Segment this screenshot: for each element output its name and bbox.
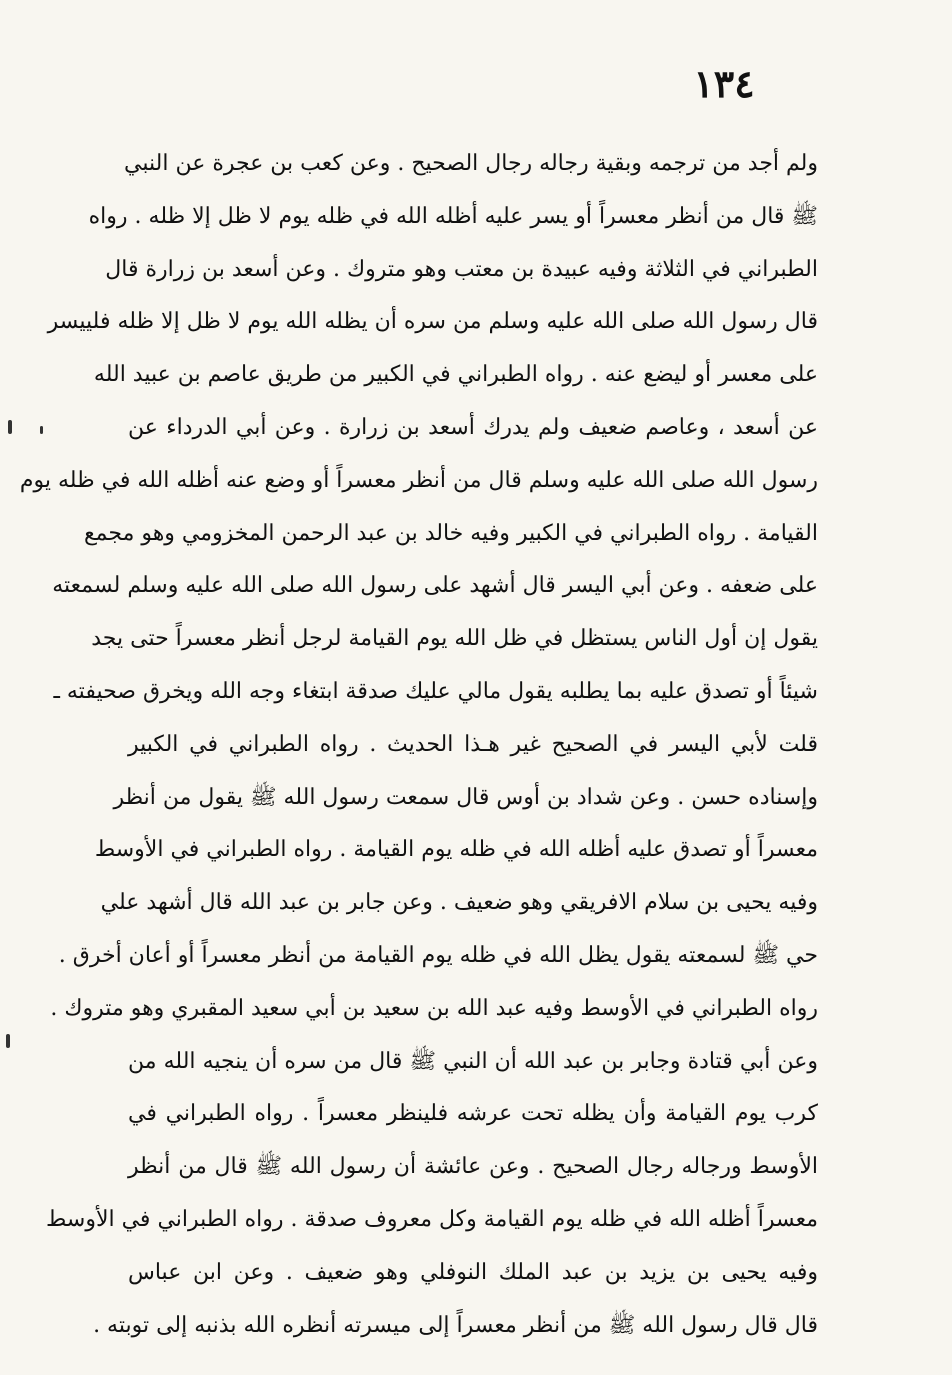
text-line: قال قال رسول الله ﷺ من أنظر معسراً إلى ميسرته أنظره الله بذنبه إلى توبته . bbox=[93, 1312, 818, 1338]
text-line: القيامة . رواه الطبراني في الكبير وفيه خالد بن عبد الرحمن المخزومي وهو مجمع bbox=[83, 520, 818, 546]
text-line: رسول الله صلى الله عليه وسلم قال من أنظر معسراً أو وضع عنه أظله الله في ظله يوم bbox=[19, 467, 818, 493]
text-line: على ضعفه . وعن أبي اليسر قال أشهد على رسول الله صلى الله عليه وسلم لسمعته bbox=[52, 573, 818, 599]
text-line: الطبراني في الثلاثة وفيه عبيدة بن معتب وهو متروك . وعن أسعد بن زرارة قال bbox=[105, 256, 818, 282]
text-line: على معسر أو ليضع عنه . رواه الطبراني في الكبير من طريق عاصم بن عبيد الله bbox=[93, 362, 818, 388]
text-line: حي ﷺ لسمعته يقول يظل الله في ظله يوم القيامة من أنظر معسراً أو أعان أخرق . bbox=[58, 942, 818, 968]
text-line: وفيه يحيى بن سلام الافريقي وهو ضعيف . وعن جابر بن عبد الله قال أشهد علي bbox=[100, 890, 818, 916]
text-line: كرب يوم القيامة وأن يظله تحت عرشه فلينظر معسراً . رواه الطبراني في bbox=[128, 1101, 818, 1127]
page-number: ١٣٤ bbox=[693, 61, 755, 106]
margin-mark bbox=[40, 426, 43, 434]
text-line: قال رسول الله صلى الله عليه وسلم من سره أن يظله الله يوم لا ظل إلا ظله فلييسر bbox=[47, 309, 818, 335]
text-line: معسراً أظله الله في ظله يوم القيامة وكل معروف صدقة . رواه الطبراني في الأوسط bbox=[46, 1206, 818, 1232]
text-line: وفيه يحيى بن يزيد بن عبد الملك النوفلي وهو ضعيف . وعن ابن عباس bbox=[128, 1259, 818, 1285]
margin-mark bbox=[8, 420, 12, 434]
text-line: معسراً أو تصدق عليه أظله الله في ظله يوم القيامة . رواه الطبراني في الأوسط bbox=[94, 837, 818, 863]
text-line: يقول إن أول الناس يستظل في ظل الله يوم القيامة لرجل أنظر معسراً حتى يجد bbox=[91, 626, 818, 652]
text-line: قلت لأبي اليسر في الصحيح غير هـذا الحديث . رواه الطبراني في الكبير bbox=[128, 731, 818, 757]
body-text bbox=[19, 138, 818, 1352]
text-line: وإسناده حسن . وعن شداد بن أوس قال سمعت رسول الله ﷺ يقول من أنظر bbox=[113, 784, 818, 810]
text-line: ولم أجد من ترجمه وبقية رجاله رجال الصحيح . وعن كعب بن عجرة عن النبي bbox=[124, 151, 818, 176]
text-line: رواه الطبراني في الأوسط وفيه عبد الله بن سعيد بن أبي سعيد المقبري وهو متروك . bbox=[50, 995, 818, 1021]
text-line: شيئاً أو تصدق عليه بما يطلبه يقول مالي عليك صدقة ابتغاء وجه الله ويخرق صحيفته ـ bbox=[53, 678, 818, 704]
text-line: وعن أبي قتادة وجابر بن عبد الله أن النبي ﷺ قال من سره أن ينجيه الله من bbox=[128, 1048, 818, 1074]
text-line: عن أسعد ، وعاصم ضعيف ولم يدرك أسعد بن زرارة . وعن أبي الدرداء عن bbox=[128, 414, 818, 440]
margin-mark bbox=[6, 1034, 10, 1048]
text-line: الأوسط ورجاله رجال الصحيح . وعن عائشة أن رسول الله ﷺ قال من أنظر bbox=[128, 1154, 818, 1180]
text-line: ﷺ قال من أنظر معسراً أو يسر عليه أظله الله في ظله يوم لا ظل إلا ظله . رواه bbox=[88, 203, 818, 229]
